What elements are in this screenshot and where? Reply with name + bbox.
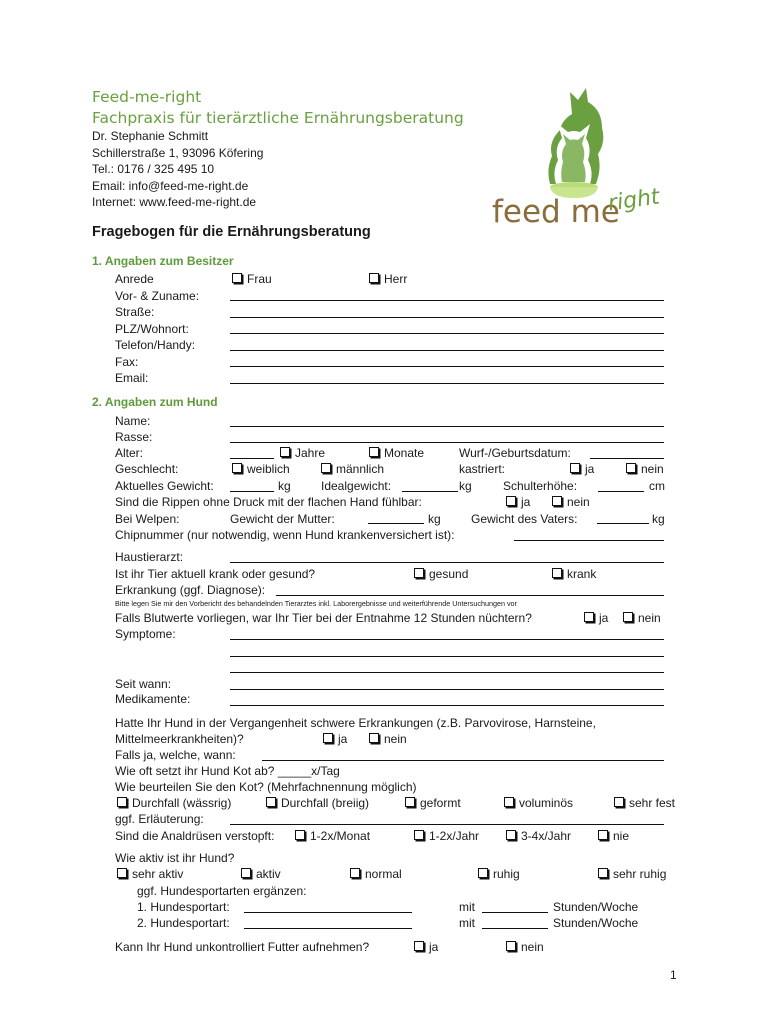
- option-sick[interactable]: krank: [552, 567, 596, 581]
- label-sick-question: Ist ihr Tier aktuell krank oder gesund?: [115, 567, 316, 581]
- symptoms-field-1[interactable]: [230, 639, 664, 640]
- contact-web: Internet: www.feed-me-right.de: [92, 195, 257, 209]
- label-explain: ggf. Erläuterung:: [115, 812, 204, 826]
- label-dog-name: Name:: [115, 414, 151, 428]
- label-symptoms: Symptome:: [115, 627, 176, 641]
- phone-field[interactable]: [230, 350, 664, 351]
- symptoms-field-2[interactable]: [230, 656, 664, 657]
- checkbox[interactable]: [570, 463, 580, 473]
- option-calm[interactable]: ruhig: [478, 867, 520, 881]
- checkbox[interactable]: [552, 496, 562, 506]
- checkbox[interactable]: [280, 447, 290, 457]
- option-food-no[interactable]: nein: [506, 940, 544, 954]
- checkbox[interactable]: [506, 496, 516, 506]
- label-plz: PLZ/Wohnort:: [115, 322, 189, 336]
- label-fax: Fax:: [115, 355, 139, 369]
- weight-field[interactable]: [230, 491, 274, 492]
- label-father-weight: Gewicht des Vaters:: [471, 512, 578, 526]
- street-field[interactable]: [230, 317, 664, 318]
- label-active-question: Wie aktiv ist ihr Hund?: [115, 851, 235, 865]
- option-history-yes[interactable]: ja: [323, 732, 347, 746]
- checkbox[interactable]: [117, 868, 127, 878]
- sport-1-hours-field[interactable]: [482, 912, 548, 913]
- checkbox[interactable]: [321, 463, 331, 473]
- option-anal-never[interactable]: nie: [598, 829, 629, 843]
- fax-field[interactable]: [230, 366, 664, 367]
- checkbox[interactable]: [552, 568, 562, 578]
- checkbox[interactable]: [369, 273, 379, 283]
- checkbox[interactable]: [414, 941, 424, 951]
- label-mother-weight: Gewicht der Mutter:: [230, 512, 335, 526]
- option-months[interactable]: Monate: [369, 446, 424, 460]
- option-ribs-yes[interactable]: ja: [506, 495, 530, 509]
- chip-field[interactable]: [514, 540, 664, 541]
- label-meds: Medikamente:: [115, 692, 191, 706]
- checkbox[interactable]: [369, 447, 379, 457]
- vet-field[interactable]: [230, 562, 664, 563]
- option-very-active[interactable]: sehr aktiv: [117, 867, 183, 881]
- checkbox[interactable]: [614, 797, 624, 807]
- contact-name: Dr. Stephanie Schmitt: [92, 129, 209, 143]
- option-female[interactable]: weiblich: [232, 462, 290, 476]
- unit-kg: kg: [278, 479, 291, 493]
- checkbox[interactable]: [506, 941, 516, 951]
- option-frau[interactable]: Frau: [232, 272, 272, 286]
- option-history-no[interactable]: nein: [369, 732, 407, 746]
- unit-kg: kg: [459, 479, 472, 493]
- checkbox[interactable]: [241, 868, 251, 878]
- option-normal[interactable]: normal: [350, 867, 402, 881]
- age-field[interactable]: [230, 458, 274, 459]
- contact-email: Email: info@feed-me-right.de: [92, 179, 249, 193]
- unit-kg: kg: [428, 512, 441, 526]
- company-name: Feed-me-right: [92, 88, 202, 106]
- label-anal: Sind die Analdrüsen verstopft:: [115, 829, 275, 843]
- label-blood: Falls Blutwerte vorliegen, war Ihr Tier bei der Entnahme 12 Stunden nüchtern?: [115, 611, 532, 625]
- option-neutered-yes[interactable]: ja: [570, 462, 594, 476]
- page-title: Fragebogen für die Ernährungsberatung: [92, 224, 371, 240]
- label-ideal: Idealgewicht:: [321, 479, 392, 493]
- label-stool-frequency: Wie oft setzt ihr Hund Kot ab? _____x/Tag: [115, 764, 340, 778]
- option-anal-yearly[interactable]: 1-2x/Jahr: [414, 829, 479, 843]
- checkbox[interactable]: [232, 463, 242, 473]
- checkbox[interactable]: [506, 830, 516, 840]
- option-herr[interactable]: Herr: [369, 272, 407, 286]
- section-dog-heading: 2. Angaben zum Hund: [92, 395, 218, 409]
- label-sport-2: 2. Hundesportart:: [137, 916, 230, 930]
- logo: [490, 84, 670, 232]
- checkbox[interactable]: [405, 797, 415, 807]
- option-anal-3-4[interactable]: 3-4x/Jahr: [506, 829, 571, 843]
- option-male[interactable]: männlich: [321, 462, 384, 476]
- section-owner-heading: 1. Angaben zum Besitzer: [92, 254, 234, 268]
- explain-field[interactable]: [230, 824, 664, 825]
- option-diarrhea-watery[interactable]: Durchfall (wässrig): [117, 796, 231, 810]
- option-voluminous[interactable]: voluminös: [504, 796, 573, 810]
- contact-phone: Tel.: 0176 / 325 495 10: [92, 162, 215, 176]
- meds-field[interactable]: [230, 705, 664, 706]
- option-neutered-no[interactable]: nein: [626, 462, 664, 476]
- father-weight-field[interactable]: [597, 523, 649, 524]
- checkbox[interactable]: [295, 830, 305, 840]
- checkbox[interactable]: [414, 830, 424, 840]
- label-which: Falls ja, welche, wann:: [115, 748, 236, 762]
- option-years[interactable]: Jahre: [280, 446, 325, 460]
- option-formed[interactable]: geformt: [405, 796, 461, 810]
- symptoms-field-3[interactable]: [230, 672, 664, 673]
- checkbox[interactable]: [232, 273, 242, 283]
- label-age: Alter:: [115, 446, 144, 460]
- shoulder-field[interactable]: [598, 491, 644, 492]
- label-weight: Aktuelles Gewicht:: [115, 479, 214, 493]
- sport-2-field[interactable]: [244, 928, 412, 929]
- sport-2-hours-field[interactable]: [482, 928, 548, 929]
- label-breed: Rasse:: [115, 430, 153, 444]
- label-chip: Chipnummer (nur notwendig, wenn Hund krankenversichert ist):: [115, 528, 455, 542]
- checkbox[interactable]: [598, 868, 608, 878]
- option-ribs-no[interactable]: nein: [552, 495, 590, 509]
- checkbox[interactable]: [478, 868, 488, 878]
- label-sport-1: 1. Hundesportart:: [137, 900, 230, 914]
- company-subtitle: Fachpraxis für tierärztliche Ernährungsberatung: [92, 109, 464, 127]
- checkbox[interactable]: [584, 612, 594, 622]
- breed-field[interactable]: [230, 442, 664, 443]
- since-field[interactable]: [230, 689, 664, 690]
- label-hours: Stunden/Woche: [553, 916, 639, 930]
- label-shoulder: Schulterhöhe:: [503, 479, 578, 493]
- contact-street: Schillerstraße 1, 93096 Köfering: [92, 146, 264, 160]
- label-stool-question: Wie beurteilen Sie den Kot? (Mehrfachnennung möglich): [115, 780, 417, 794]
- option-active[interactable]: aktiv: [241, 867, 281, 881]
- history-question-2: Mittelmeerkrankheiten)?: [115, 732, 244, 746]
- label-food-question: Kann Ihr Hund unkontrolliert Futter aufnehmen?: [115, 940, 370, 954]
- label-sex: Geschlecht:: [115, 462, 179, 476]
- email-field[interactable]: [230, 383, 664, 384]
- option-food-yes[interactable]: ja: [414, 940, 438, 954]
- label-phone: Telefon/Handy:: [115, 338, 196, 352]
- option-very-calm[interactable]: sehr ruhig: [598, 867, 666, 881]
- logo-text-script: right: [606, 184, 662, 217]
- checkbox[interactable]: [623, 612, 633, 622]
- which-field[interactable]: [262, 760, 664, 761]
- mother-weight-field[interactable]: [368, 523, 424, 524]
- label-hours: Stunden/Woche: [553, 900, 639, 914]
- checkbox[interactable]: [117, 797, 127, 807]
- checkbox[interactable]: [504, 797, 514, 807]
- dog-name-field[interactable]: [230, 426, 664, 427]
- option-very-firm[interactable]: sehr fest: [614, 796, 675, 810]
- label-vet: Haustierarzt:: [115, 550, 184, 564]
- label-diagnosis: Erkrankung (ggf. Diagnose):: [115, 583, 266, 597]
- label-since: Seit wann:: [115, 677, 172, 691]
- checkbox[interactable]: [323, 733, 333, 743]
- ideal-field[interactable]: [402, 491, 458, 492]
- label-with: mit: [459, 900, 475, 914]
- label-with: mit: [459, 916, 475, 930]
- label-puppies: Bei Welpen:: [115, 512, 180, 526]
- page-number: 1: [670, 968, 677, 982]
- sport-1-field[interactable]: [244, 912, 412, 913]
- birth-field[interactable]: [590, 458, 664, 459]
- checkbox[interactable]: [266, 797, 276, 807]
- option-blood-yes[interactable]: ja: [584, 611, 608, 625]
- label-email: Email:: [115, 371, 149, 385]
- label-birth: Wurf-/Geburtsdatum:: [459, 446, 571, 460]
- vet-report-note: Bitte legen Sie mir den Vorbericht des behandelnden Tierarztes inkl. Laborergebnisse und weiterführende Untersuchungen vor: [115, 599, 517, 608]
- checkbox[interactable]: [598, 830, 608, 840]
- logo-text-main: feed me: [492, 194, 620, 230]
- checkbox[interactable]: [626, 463, 636, 473]
- option-diarrhea-mushy[interactable]: Durchfall (breiig): [266, 796, 369, 810]
- unit-cm: cm: [649, 479, 665, 493]
- label-anrede: Anrede: [115, 272, 154, 286]
- plz-field[interactable]: [230, 333, 664, 334]
- label-name: Vor- & Zuname:: [115, 289, 200, 303]
- option-blood-no[interactable]: nein: [623, 611, 661, 625]
- label-sports-add: ggf. Hundesportarten ergänzen:: [137, 884, 307, 898]
- option-healthy[interactable]: gesund: [414, 567, 468, 581]
- checkbox[interactable]: [350, 868, 360, 878]
- name-field[interactable]: [230, 300, 664, 301]
- label-ribs: Sind die Rippen ohne Druck mit der flachen Hand fühlbar:: [115, 495, 422, 509]
- unit-kg: kg: [652, 512, 665, 526]
- option-anal-monthly[interactable]: 1-2x/Monat: [295, 829, 370, 843]
- label-neutered: kastriert:: [459, 462, 506, 476]
- checkbox[interactable]: [414, 568, 424, 578]
- diagnosis-field[interactable]: [276, 595, 664, 596]
- history-question-1: Hatte Ihr Hund in der Vergangenheit schwere Erkrankungen (z.B. Parvovirose, Harnsteine,: [115, 716, 596, 730]
- checkbox[interactable]: [369, 733, 379, 743]
- label-street: Straße:: [115, 305, 155, 319]
